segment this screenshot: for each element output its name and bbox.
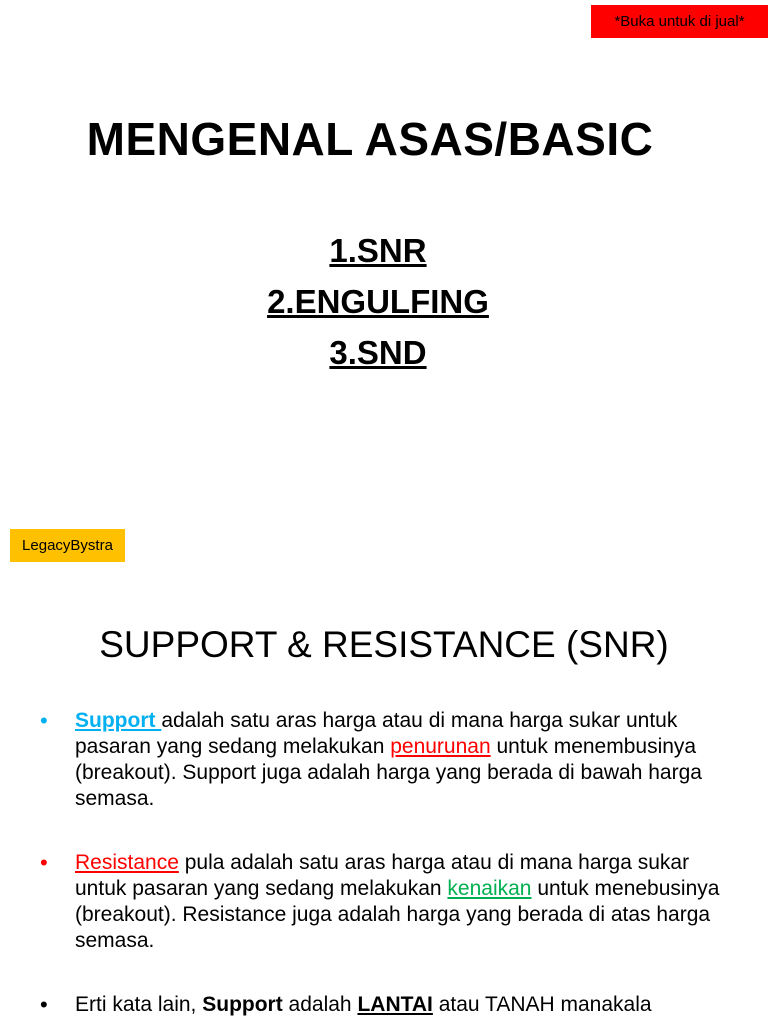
bullet-text: adalah	[282, 993, 358, 1016]
sale-badge: *Buka untuk di jual*	[591, 5, 768, 38]
bullet-text: pula adalah satu aras harga atau di mana harga sukar untuk pasaran yang sedang melakukan	[75, 851, 690, 900]
section-title: SUPPORT & RESISTANCE (SNR)	[99, 624, 669, 665]
keyword-lantai: LANTAI	[357, 993, 433, 1016]
topic-item-engulfing: 2.ENGULFING	[267, 283, 489, 320]
author-badge: LegacyBystra	[10, 529, 125, 562]
topic-item-snd: 3.SND	[329, 334, 427, 371]
bullet-summary	[40, 992, 740, 1018]
keyword-kenaikan: kenaikan	[447, 877, 532, 900]
slide-title: MENGENAL ASAS/BASIC	[86, 113, 654, 165]
bullet-text: untuk menembusinya (breakout). Support juga adalah harga yang berada di bawah harga semasa.	[75, 735, 702, 810]
bullet-list	[40, 708, 740, 1018]
bullet-dot-icon: •	[40, 708, 48, 733]
keyword-support: Support	[75, 709, 162, 732]
bullet-text: untuk menebusinya (breakout). Resistance juga adalah harga yang berada di atas harga semasa.	[75, 877, 720, 952]
keyword-support-bold: Support	[202, 993, 283, 1016]
bullet-resistance	[40, 850, 740, 954]
bullet-text: adalah satu aras harga atau di mana harga sukar untuk pasaran yang sedang melakukan	[75, 709, 678, 758]
bullet-text: Erti kata lain,	[75, 993, 203, 1016]
keyword-penurunan: penurunan	[390, 735, 491, 758]
keyword-resistance: Resistance	[75, 851, 179, 874]
bullet-text: atau TANAH manakala	[432, 993, 652, 1016]
bullet-support	[40, 708, 740, 812]
topic-item-snr: 1.SNR	[329, 232, 427, 269]
bullet-dot-icon: •	[40, 992, 48, 1017]
bullet-dot-icon: •	[40, 850, 48, 875]
topic-list	[0, 228, 768, 381]
